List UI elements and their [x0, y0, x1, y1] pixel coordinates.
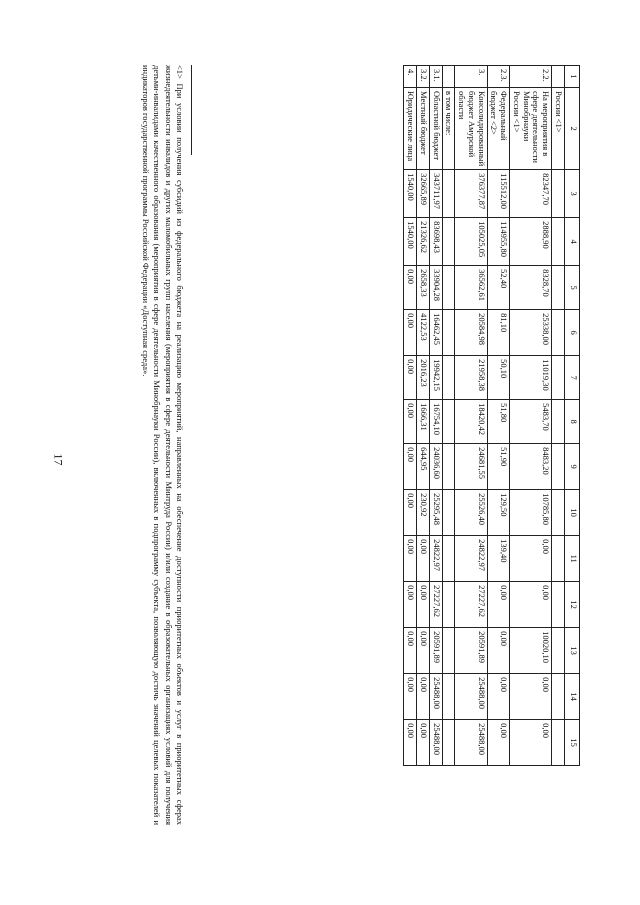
page-number: 17 — [51, 453, 66, 466]
table-cell: 0,00 — [487, 720, 510, 766]
column-header: 7 — [565, 356, 580, 400]
table-cell: 0,00 — [510, 720, 552, 766]
table-row — [510, 66, 552, 766]
column-header: 6 — [565, 310, 580, 356]
table-cell: 32665,89 — [417, 170, 430, 218]
row-label: Областной бюджет — [429, 88, 442, 170]
table-cell: 0,00 — [417, 536, 430, 582]
table-row — [487, 66, 510, 766]
row-label: Местный бюджет — [417, 88, 430, 170]
column-header: 10 — [565, 490, 580, 536]
table-cell — [442, 536, 455, 582]
table-cell: 0,00 — [417, 720, 430, 766]
table-cell: 8483,20 — [510, 444, 552, 490]
table-cell: 2888,90 — [510, 218, 552, 266]
column-header: 15 — [565, 720, 580, 766]
table-cell: 0,00 — [487, 628, 510, 674]
table-cell: 0,00 — [417, 628, 430, 674]
table-cell — [552, 444, 565, 490]
table-cell: 0,00 — [404, 490, 417, 536]
table-cell — [552, 266, 565, 310]
table-cell: 24822,97 — [429, 536, 442, 582]
column-header: 5 — [565, 266, 580, 310]
table-cell: 0,00 — [404, 444, 417, 490]
row-label: в том числе: — [442, 88, 455, 170]
table-cell: 0,00 — [487, 582, 510, 628]
table-cell: 2658,33 — [417, 266, 430, 310]
table-cell: 0,00 — [404, 266, 417, 310]
row-number — [552, 66, 565, 88]
column-header: 9 — [565, 444, 580, 490]
table-cell — [552, 218, 565, 266]
table-cell: 25488,00 — [429, 720, 442, 766]
table-cell: 2016,23 — [417, 356, 430, 400]
table-cell: 105025,05 — [455, 218, 487, 266]
table-cell: 0,00 — [404, 356, 417, 400]
table-cell — [552, 310, 565, 356]
table-cell: 114955,80 — [487, 218, 510, 266]
table-cell: 0,00 — [510, 674, 552, 720]
column-header: 2 — [565, 88, 580, 170]
column-header: 4 — [565, 218, 580, 266]
row-number: 3.2. — [417, 66, 430, 88]
table-cell: 24681,55 — [455, 444, 487, 490]
table-cell: 82347,70 — [510, 170, 552, 218]
table-cell — [442, 400, 455, 444]
table-cell: 20591,89 — [455, 628, 487, 674]
table-cell: 4122,53 — [417, 310, 430, 356]
table-cell: 16462,45 — [429, 310, 442, 356]
column-header: 8 — [565, 400, 580, 444]
table-cell: 52,40 — [487, 266, 510, 310]
funding-table — [403, 65, 580, 766]
table-cell — [442, 444, 455, 490]
table-cell — [442, 490, 455, 536]
table-cell: 0,00 — [404, 310, 417, 356]
table-cell: 0,00 — [404, 582, 417, 628]
row-label: Консолидированный бюджет Амурской области — [455, 88, 487, 170]
table-cell: 1540,00 — [404, 218, 417, 266]
table-cell: 10785,80 — [510, 490, 552, 536]
table-cell — [552, 400, 565, 444]
table-cell: 0,00 — [487, 674, 510, 720]
table-cell — [552, 170, 565, 218]
table-cell: 36562,61 — [455, 266, 487, 310]
table-cell: 376377,87 — [455, 170, 487, 218]
column-header: 14 — [565, 674, 580, 720]
row-number — [442, 66, 455, 88]
table-cell — [442, 310, 455, 356]
table-cell: 129,50 — [487, 490, 510, 536]
table-cell — [442, 356, 455, 400]
table-cell: 115512,00 — [487, 170, 510, 218]
table-cell: 81,10 — [487, 310, 510, 356]
table-cell: 25526,40 — [455, 490, 487, 536]
table-cell: 21326,62 — [417, 218, 430, 266]
table-cell: 18420,42 — [455, 400, 487, 444]
table-cell — [552, 582, 565, 628]
column-header: 11 — [565, 536, 580, 582]
table-cell: 0,00 — [404, 720, 417, 766]
table-cell — [442, 628, 455, 674]
table-cell: 139,40 — [487, 536, 510, 582]
table-cell: 27227,62 — [429, 582, 442, 628]
table-cell — [552, 628, 565, 674]
table-cell: 8328,70 — [510, 266, 552, 310]
table-header-row — [565, 66, 580, 766]
table-cell: 83698,43 — [429, 218, 442, 266]
table-cell — [442, 170, 455, 218]
table-row — [417, 66, 430, 766]
table-cell: 20591,89 — [429, 628, 442, 674]
table-cell: 25295,48 — [429, 490, 442, 536]
row-label: Федеральный бюджет <2> — [487, 88, 510, 170]
table-cell: 1666,31 — [417, 400, 430, 444]
table-cell: 11019,30 — [510, 356, 552, 400]
footnote: <1> При условии получения субсидий из федерального бюджета на реализацию мероприятий, направленных на обеспечение доступности приоритетных объектов и услуг в приоритетных сферах жизнедеятельности инвалидов и других маломобильных групп населения (мероприятия в сфере деятельности Минтруда России) и/или создание в образовательных организациях условий для получения детьми-инвалидами качественного образования (мероприятия в сфере деятельности Минобрнауки России), включенных в подпрограмму субъекта, позволяющую достичь значений целевых показателей и индикаторов государственной программы Российской Федерации «Доступная среда». — [140, 65, 185, 825]
row-number: 2.2. — [510, 66, 552, 88]
table-cell — [552, 536, 565, 582]
table-cell: 0,00 — [404, 536, 417, 582]
table-cell: 0,00 — [510, 536, 552, 582]
table-cell: 20584,98 — [455, 310, 487, 356]
table-cell — [442, 266, 455, 310]
table-cell: 25338,00 — [510, 310, 552, 356]
row-number: 3. — [455, 66, 487, 88]
table-cell: 0,00 — [417, 674, 430, 720]
table-cell: 51,90 — [487, 444, 510, 490]
table-cell: 25488,00 — [455, 720, 487, 766]
table-row — [455, 66, 487, 766]
table-cell — [442, 582, 455, 628]
table-cell: 0,00 — [404, 674, 417, 720]
table-cell: 33904,28 — [429, 266, 442, 310]
column-header: 3 — [565, 170, 580, 218]
table-cell: 0,00 — [404, 400, 417, 444]
table-cell: 24822,97 — [455, 536, 487, 582]
rotated-page-content — [80, 65, 580, 845]
table-cell — [442, 720, 455, 766]
table-cell — [552, 356, 565, 400]
table-cell: 21958,38 — [455, 356, 487, 400]
column-header: 1 — [565, 66, 580, 88]
footnote-separator — [191, 65, 192, 155]
table-row — [442, 66, 455, 766]
table-cell: 10020,10 — [510, 628, 552, 674]
row-number: 3.1. — [429, 66, 442, 88]
table-cell — [442, 674, 455, 720]
table-row — [404, 66, 417, 766]
table-cell: 50,10 — [487, 356, 510, 400]
table-cell: 343711,97 — [429, 170, 442, 218]
row-label: На мероприятия в сфере деятельности Минобрнауки России <1> — [510, 88, 552, 170]
table-cell: 16754,10 — [429, 400, 442, 444]
table-cell: 19942,15 — [429, 356, 442, 400]
column-header: 13 — [565, 628, 580, 674]
table-row — [429, 66, 442, 766]
table-cell — [442, 218, 455, 266]
table-cell: 0,00 — [404, 628, 417, 674]
row-number: 4. — [404, 66, 417, 88]
table-cell: 25488,00 — [429, 674, 442, 720]
row-label: России <1> — [552, 88, 565, 170]
table-cell: 230,92 — [417, 490, 430, 536]
row-label: Юридические лица — [404, 88, 417, 170]
table-cell: 0,00 — [510, 582, 552, 628]
table-cell — [552, 720, 565, 766]
table-cell: 25488,00 — [455, 674, 487, 720]
table-cell: 27227,62 — [455, 582, 487, 628]
table-row — [552, 66, 565, 766]
table-cell: 0,00 — [417, 582, 430, 628]
row-number: 2.3. — [487, 66, 510, 88]
table-cell: 5483,70 — [510, 400, 552, 444]
table-cell — [552, 490, 565, 536]
table-cell: 24036,60 — [429, 444, 442, 490]
table-cell — [552, 674, 565, 720]
table-cell: 644,95 — [417, 444, 430, 490]
table-cell: 51,80 — [487, 400, 510, 444]
column-header: 12 — [565, 582, 580, 628]
table-cell: 1540,00 — [404, 170, 417, 218]
